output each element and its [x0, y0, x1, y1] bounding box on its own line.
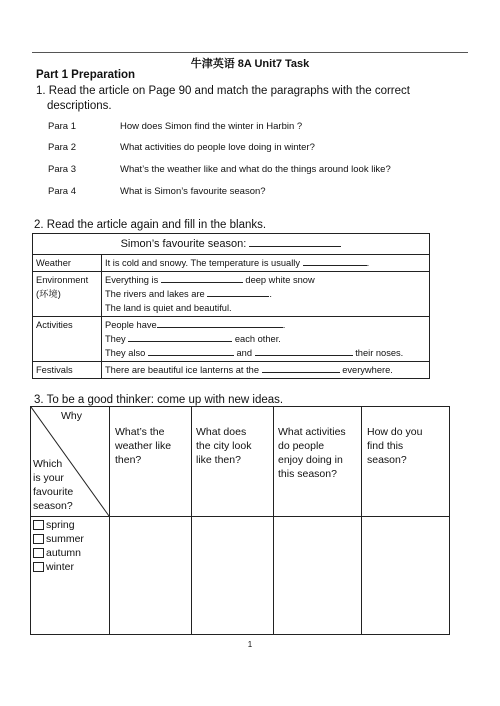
row-content-festivals — [102, 362, 430, 379]
col-divider — [361, 407, 362, 634]
para-label-2: Para 2 — [48, 142, 76, 153]
blank-they[interactable] — [128, 332, 232, 342]
season-label: spring — [46, 519, 75, 531]
checkbox-winter[interactable] — [33, 562, 44, 572]
header-rule — [32, 52, 468, 53]
col-header-line: find this — [367, 440, 404, 452]
para-question-3: What’s the weather like and what do the things around look like? — [120, 164, 391, 175]
environment-label-cn: (环境) — [36, 289, 61, 299]
column-header-feeling — [367, 425, 422, 467]
env-text-3: The land is quiet and beautiful. — [105, 303, 232, 313]
table-title-cell — [33, 234, 430, 255]
para-question-4: What is Simon’s favourite season? — [120, 186, 266, 197]
env-text-2a: The rivers and lakes are — [105, 289, 205, 299]
col-header-line: What activities — [278, 426, 346, 438]
blank-people-have[interactable] — [157, 318, 283, 328]
season-label: summer — [46, 533, 84, 545]
blank-and[interactable] — [255, 346, 353, 356]
thinker-table — [30, 406, 450, 635]
col-header-line: season? — [367, 454, 407, 466]
season-option-summer[interactable] — [33, 532, 84, 546]
row-label-festivals: Festivals — [33, 362, 102, 379]
col-header-line: do people — [278, 440, 325, 452]
blank-rivers[interactable] — [207, 287, 269, 297]
blank-they-also[interactable] — [148, 346, 234, 356]
q2-instruction: 2. Read the article again and fill in the blanks. — [34, 219, 267, 231]
q3-instruction: 3. To be a good thinker: come up with new ideas. — [34, 394, 284, 406]
fest-text-1a: There are beautiful ice lanterns at the — [105, 365, 260, 375]
para-label-3: Para 3 — [48, 164, 76, 175]
page-title: 牛津英语 8A Unit7 Task — [190, 58, 310, 70]
page-number: 1 — [247, 640, 253, 649]
blank-favourite-season[interactable] — [249, 237, 341, 247]
col-header-line: What does — [196, 426, 247, 438]
para-label-4: Para 4 — [48, 186, 76, 197]
row-content-weather — [102, 255, 430, 272]
fill-blanks-table — [32, 233, 430, 379]
checkbox-summer[interactable] — [33, 534, 44, 544]
weather-text: It is cold and snowy. The temperature is usually — [105, 258, 300, 268]
part1-heading: Part 1 Preparation — [36, 69, 136, 81]
corner-which-line-2: is your — [33, 472, 64, 484]
act-text-3a: They also — [105, 348, 146, 358]
row-label-weather: Weather — [33, 255, 102, 272]
blank-temperature[interactable] — [303, 256, 367, 266]
column-header-weather — [115, 425, 171, 467]
corner-which-line-4: season? — [33, 500, 73, 512]
col-header-line: this season? — [278, 468, 337, 480]
season-option-spring[interactable] — [33, 518, 75, 532]
blank-everything[interactable] — [161, 273, 243, 283]
table-row — [33, 272, 430, 317]
para-question-2: What activities do people love doing in winter? — [120, 142, 315, 153]
row-label-activities: Activities — [33, 317, 102, 362]
corner-which-line-1: Which — [33, 458, 63, 470]
col-header-line: What’s the — [115, 426, 165, 438]
q1-instruction-line2: descriptions. — [47, 100, 112, 112]
season-label: winter — [46, 561, 75, 573]
act-text-3c: their noses. — [355, 348, 404, 358]
act-text-2b: each other. — [234, 334, 281, 344]
season-label: autumn — [46, 547, 82, 559]
act-text-1b: . — [282, 320, 286, 330]
col-divider — [191, 407, 192, 634]
table-title: Simon’s favourite season: — [120, 238, 247, 250]
column-header-activities — [278, 425, 346, 481]
col-header-line: then? — [115, 454, 142, 466]
env-text-2b: . — [269, 289, 272, 299]
col-header-line: enjoy doing in — [278, 454, 343, 466]
table-row — [33, 255, 430, 272]
weather-period: . — [366, 258, 370, 268]
col-header-line: the city look — [196, 440, 252, 452]
corner-why: Why — [61, 410, 82, 422]
env-text-1a: Everything is — [105, 275, 159, 285]
col-header-line: like then? — [196, 454, 241, 466]
para-question-1: How does Simon find the winter in Harbin ? — [120, 121, 303, 132]
row-content-environment — [102, 272, 430, 317]
season-option-autumn[interactable] — [33, 546, 81, 560]
q1-instruction-line1: 1. Read the article on Page 90 and match the paragraphs with the correct — [36, 85, 410, 97]
para-label-1: Para 1 — [48, 121, 76, 132]
row-content-activities — [102, 317, 430, 362]
checkbox-spring[interactable] — [33, 520, 44, 530]
env-text-1b: deep white snow — [245, 275, 315, 285]
table-row — [33, 362, 430, 379]
col-header-line: weather like — [115, 440, 172, 452]
blank-festival[interactable] — [262, 363, 340, 373]
checkbox-autumn[interactable] — [33, 548, 44, 558]
act-text-3b: and — [236, 348, 253, 358]
row-label-environment — [33, 272, 102, 317]
fest-text-1b: everywhere. — [342, 365, 393, 375]
table-row — [33, 317, 430, 362]
act-text-2a: They — [105, 334, 126, 344]
col-header-line: How do you — [367, 426, 423, 438]
column-header-city — [196, 425, 251, 467]
environment-label: Environment — [36, 275, 89, 285]
act-text-1a: People have — [105, 320, 157, 330]
col-divider — [273, 407, 274, 634]
season-option-winter[interactable] — [33, 560, 74, 574]
corner-which-line-3: favourite — [33, 486, 74, 498]
